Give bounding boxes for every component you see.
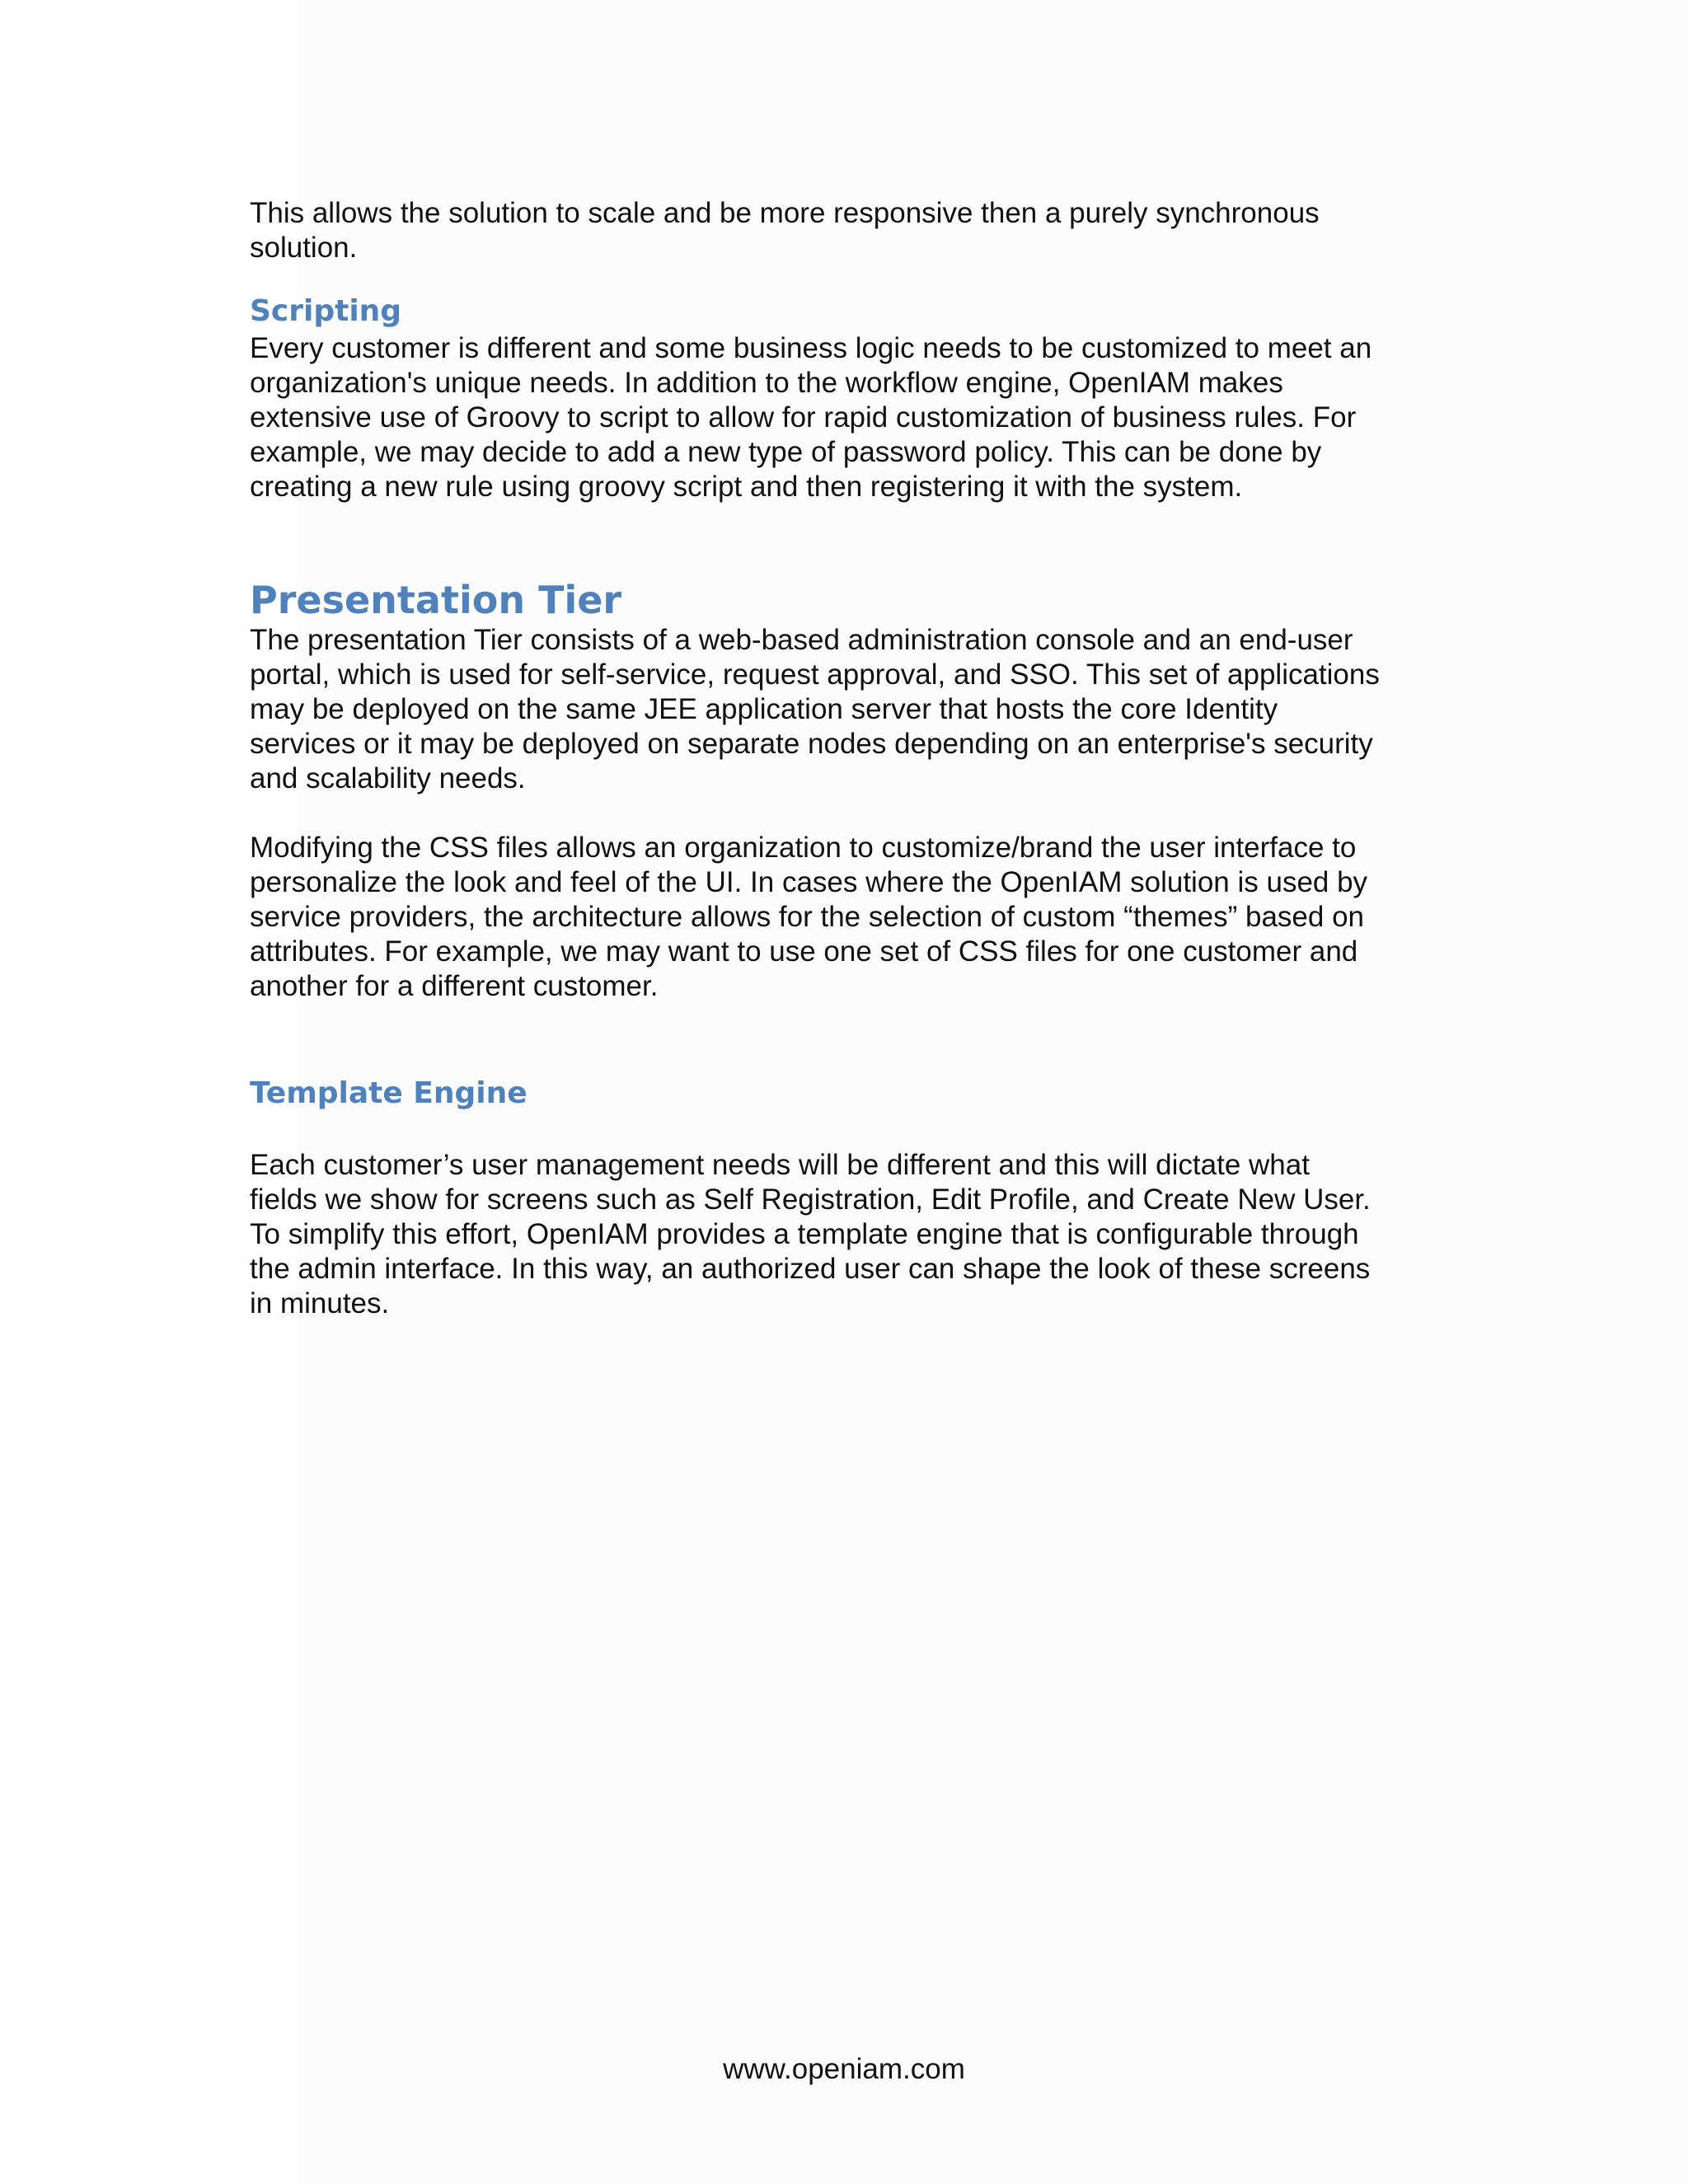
footer-website: www.openiam.com [723,2053,965,2085]
template-engine-paragraph: Each customer’s user management needs will be different and this will dictate what fields we show for screens such as Self Registration, Edit Profile, and Create New User. To simplify this effort, OpenIAM provides a template engine that is configurable through the admin interface. In this way, an authorized user can shape the look of these screens in minutes. [250,1149,1371,1319]
document-body [250,196,1453,1321]
scripting-heading: Scripting [250,294,402,328]
scripting-paragraph: Every customer is different and some business logic needs to be customized to meet an organization's unique needs. In addition to the workflow engine, OpenIAM makes extensive use of Groovy to script to allow for rapid customization of business rules. For example, we may decide to add a new type of password policy. This can be done by creating a new rule using groovy script and then registering it with the system. [250,332,1372,503]
presentation-tier-paragraph-2: Modifying the CSS files allows an organization to customize/brand the user interface to personalize the look and feel of the UI. In cases where the OpenIAM solution is used by service providers, the architecture allows for the selection of custom “themes” based on attributes. For example, we may want to use one set of CSS files for one customer and another for a different customer. [250,832,1368,1002]
presentation-tier-heading: Presentation Tier [250,578,622,622]
template-engine-heading: Template Engine [250,1076,528,1110]
intro-paragraph: This allows the solution to scale and be more responsive then a purely synchronous solution. [250,197,1320,264]
presentation-tier-paragraph-1: The presentation Tier consists of a web-based administration console and an end-user portal, which is used for self-service, request approval, and SSO. This set of applications may be deployed on the same JEE application server that hosts the core Identity services or it may be deployed on separate nodes depending on an enterprise's security and scalability needs. [250,624,1380,794]
